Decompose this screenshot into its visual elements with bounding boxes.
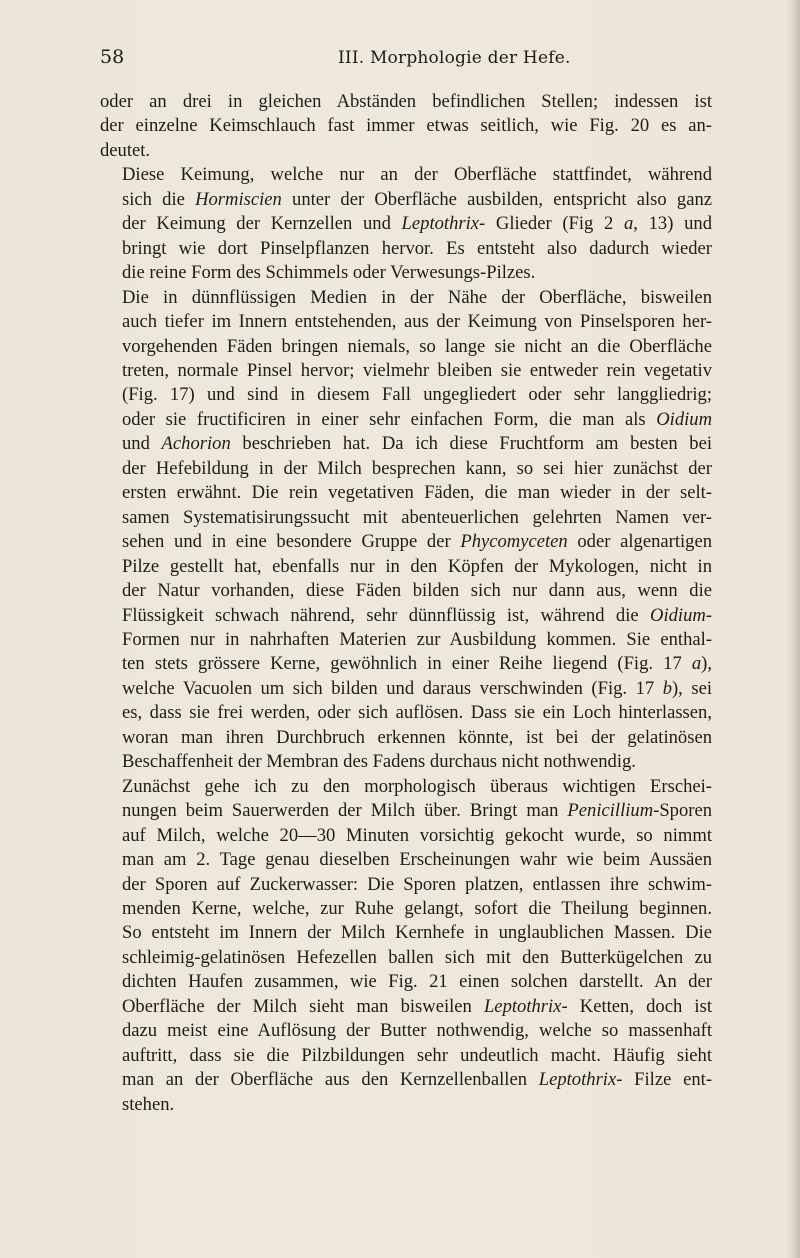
italic-term: Hormiscien bbox=[195, 188, 282, 210]
text-line: sich die Hormiscien unter der Oberfläche ausbilden, entspricht also ganz bbox=[122, 188, 712, 210]
text-line: samen Systematisirungssucht mit abenteuerlichen gelehrten Namen ver- bbox=[122, 506, 712, 528]
paragraph-2 bbox=[100, 163, 712, 285]
text-line: ten stets grössere Kerne, gewöhnlich in einer Reihe liegend (Fig. 17 a), bbox=[122, 653, 712, 675]
italic-term: Achorion bbox=[161, 433, 231, 455]
page-number: 58 bbox=[100, 46, 125, 68]
text-line: es, dass sie frei werden, oder sich auflösen. Dass sie ein Loch hinterlassen, bbox=[122, 702, 712, 724]
text-line: man an der Oberfläche aus den Kernzellenballen Leptothrix- Filze ent- bbox=[122, 1069, 713, 1091]
text-line: der einzelne Keimschlauch fast immer etwas seitlich, wie Fig. 20 es an- bbox=[100, 115, 712, 137]
text-line: vorgehenden Fäden bringen niemals, so lange sie nicht an die Oberfläche bbox=[122, 335, 712, 357]
text-line: auftritt, dass sie die Pilzbildungen sehr undeutlich macht. Häufig sieht bbox=[122, 1044, 712, 1066]
running-title: III. Morphologie der Hefe. bbox=[338, 48, 571, 68]
text-line: Oberfläche der Milch sieht man bisweilen Leptothrix- Ketten, doch ist bbox=[122, 995, 712, 1017]
text-line: dichten Haufen zusammen, wie Fig. 21 einen solchen darstellt. An der bbox=[122, 971, 712, 993]
text-line: Diese Keimung, welche nur an der Oberfläche stattfindet, während bbox=[122, 164, 712, 186]
text-line: auch tiefer im Innern entstehenden, aus der Keimung von Pinselsporen her- bbox=[122, 311, 712, 333]
text-line: stehen. bbox=[122, 1093, 175, 1115]
text-line: menden Kerne, welche, zur Ruhe gelangt, sofort die Theilung beginnen. bbox=[122, 897, 712, 919]
text-line: der Sporen auf Zuckerwasser: Die Sporen platzen, entlassen ihre schwim- bbox=[122, 873, 712, 895]
text-line: So entsteht im Innern der Milch Kernhefe in unglaublichen Massen. Die bbox=[122, 922, 712, 944]
text-line: Pilze gestellt hat, ebenfalls nur in den Köpfen der Mykologen, nicht in bbox=[122, 555, 712, 577]
text-line: man am 2. Tage genau dieselben Erscheinungen wahr wie beim Aussäen bbox=[122, 849, 712, 871]
text-line: der Keimung der Kernzellen und Leptothrix- Glieder (Fig 2 a, 13) und bbox=[122, 213, 712, 235]
italic-term: Leptothrix bbox=[538, 1069, 617, 1091]
text-line: oder an drei in gleichen Abständen befindlichen Stellen; indessen ist bbox=[100, 91, 712, 112]
paragraph-3 bbox=[100, 286, 712, 775]
italic-term: Penicillium bbox=[567, 800, 654, 822]
italic-term: a bbox=[691, 653, 702, 675]
text-line: bringt wie dort Pinselpflanzen hervor. Es entsteht also dadurch wieder bbox=[122, 237, 712, 259]
text-line: Flüssigkeit schwach nährend, sehr dünnflüssig ist, während die Oidium- bbox=[122, 604, 712, 626]
text-line: Beschaffenheit der Membran des Fadens durchaus nicht nothwendig. bbox=[122, 751, 636, 773]
italic-term: Oidium bbox=[656, 408, 712, 430]
italic-term: Phycomyceten bbox=[460, 531, 568, 553]
text-line: der Hefebildung in der Milch besprechen kann, so sei hier zunächst der bbox=[122, 457, 712, 479]
text-line: woran man ihren Durchbruch erkennen könnte, ist bei der gelatinösen bbox=[122, 726, 712, 748]
text-line: Formen nur in nahrhaften Materien zur Ausbildung kommen. Sie enthal- bbox=[122, 628, 712, 650]
italic-term: Leptothrix bbox=[483, 995, 562, 1017]
text-line: deutet. bbox=[100, 139, 151, 161]
text-line: ersten erwähnt. Die rein vegetativen Fäden, die man wieder in der selt- bbox=[122, 482, 712, 504]
text-line: sehen und in eine besondere Gruppe der Phycomyceten oder algenartigen bbox=[122, 531, 712, 553]
page-edge-shadow bbox=[786, 0, 800, 1258]
italic-term: b bbox=[662, 677, 672, 699]
italic-term: Oidium- bbox=[650, 604, 712, 626]
text-line: treten, normale Pinsel hervor; vielmehr bleiben sie entweder rein vegetativ bbox=[122, 359, 712, 381]
italic-term: Leptothrix bbox=[401, 213, 480, 235]
paragraph-1-continued bbox=[100, 90, 712, 163]
text-line: die reine Form des Schimmels oder Verwesungs-Pilzes. bbox=[122, 262, 536, 284]
text-line: der Natur vorhanden, diese Fäden bilden sich nur dann aus, wenn die bbox=[122, 580, 712, 602]
text-line: dazu meist eine Auflösung der Butter nothwendig, welche so massenhaft bbox=[122, 1020, 712, 1042]
page-header bbox=[0, 46, 800, 76]
italic-term: a bbox=[624, 213, 634, 235]
text-line: nungen beim Sauerwerden der Milch über. Bringt man Penicillium-Sporen bbox=[122, 800, 712, 822]
text-line: und Achorion beschrieben hat. Da ich diese Fruchtform am besten bei bbox=[122, 433, 712, 455]
text-line: Zunächst gehe ich zu den morphologisch überaus wichtigen Erschei- bbox=[122, 775, 712, 797]
text-line: welche Vacuolen um sich bilden und daraus verschwinden (Fig. 17 b), sei bbox=[122, 677, 712, 699]
text-line: Die in dünnflüssigen Medien in der Nähe der Oberfläche, bisweilen bbox=[122, 286, 712, 308]
paragraph-4 bbox=[100, 775, 712, 1117]
text-line: (Fig. 17) und sind in diesem Fall ungegliedert oder sehr langgliedrig; bbox=[122, 384, 712, 406]
text-line: schleimig-gelatinösen Hefezellen ballen sich mit den Butterkügelchen zu bbox=[122, 946, 712, 968]
body-text bbox=[100, 90, 712, 1117]
text-line: auf Milch, welche 20—30 Minuten vorsichtig gekocht wurde, so nimmt bbox=[122, 824, 712, 846]
text-line: oder sie fructificiren in einer sehr einfachen Form, die man als Oidium bbox=[122, 408, 712, 430]
